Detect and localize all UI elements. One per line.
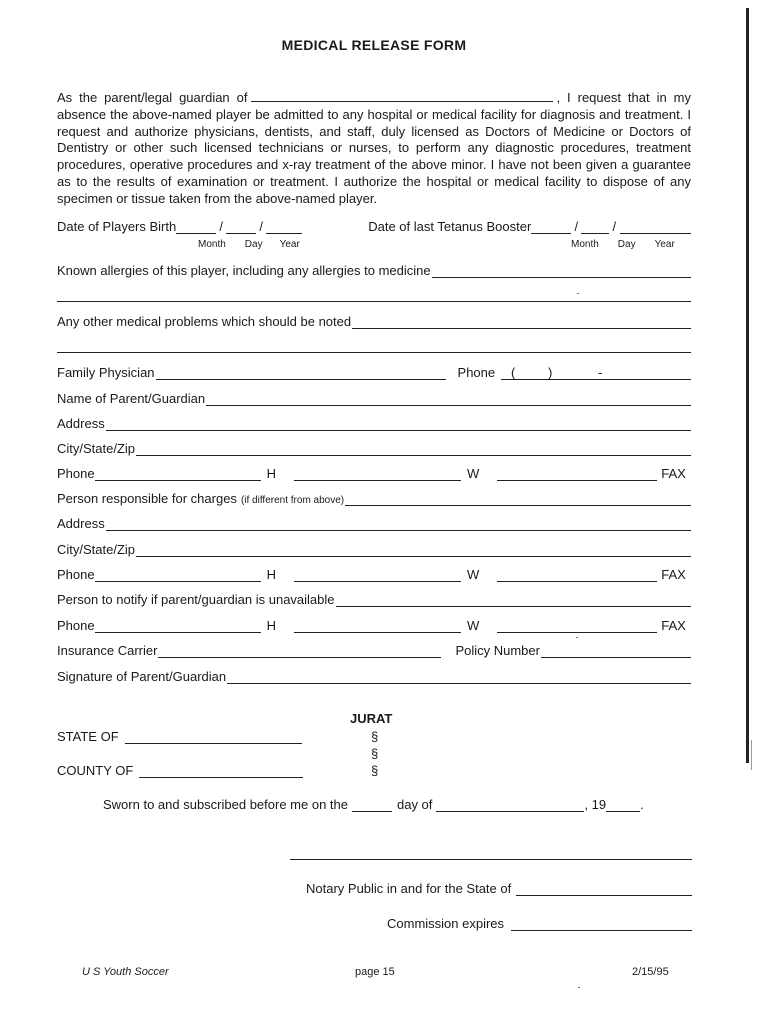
- sworn-day-field[interactable]: [352, 799, 392, 812]
- responsible-address-row: [57, 516, 691, 531]
- sworn-period: .: [640, 797, 644, 812]
- phone-home-field[interactable]: [95, 468, 261, 481]
- tetanus-day-sublabel: Day: [617, 239, 636, 250]
- physician-label: Family Physician: [57, 365, 155, 380]
- tetanus-date-label: Date of last Tetanus Booster: [368, 219, 532, 234]
- responsible-phone-h-label: H: [266, 567, 276, 582]
- scan-speck-1: [577, 293, 579, 294]
- commission-label: Commission expires: [387, 916, 505, 931]
- commission-field[interactable]: [511, 918, 692, 931]
- address-row: [57, 416, 691, 431]
- parent-name-field[interactable]: [206, 393, 691, 406]
- responsible-phone-home-field[interactable]: [95, 569, 261, 582]
- county-row: [57, 763, 317, 778]
- tetanus-date-sublabels: [571, 239, 675, 250]
- insurance-row: [57, 643, 691, 658]
- year-prefix: , 19: [584, 797, 607, 812]
- responsible-address-label: Address: [57, 516, 105, 531]
- phone-w-label: W: [466, 466, 480, 481]
- city-label: City/State/Zip: [57, 441, 136, 456]
- birth-day-sublabel: Day: [244, 239, 263, 250]
- notify-phone-h-label: H: [266, 618, 276, 633]
- notify-phone-w-label: W: [466, 618, 480, 633]
- section-symbol-1: §: [371, 729, 379, 744]
- scan-edge-faint: [751, 740, 752, 770]
- sworn-year-field[interactable]: [606, 799, 640, 812]
- footer-date: 2/15/95: [632, 966, 669, 978]
- state-label: STATE OF: [57, 729, 119, 744]
- birth-date-sublabels: [198, 239, 300, 250]
- tetanus-slash-1: /: [574, 219, 579, 234]
- address-label: Address: [57, 416, 105, 431]
- phone-fax-field[interactable]: [497, 468, 657, 481]
- parent-name-label: Name of Parent/Guardian: [57, 391, 206, 406]
- sworn-label: Sworn to and subscribed before me on the: [103, 797, 348, 812]
- responsible-city-field[interactable]: [136, 544, 691, 557]
- physician-phone-label: Phone: [457, 365, 496, 380]
- intro-paragraph: [57, 90, 691, 208]
- section-symbol-3: §: [371, 763, 379, 778]
- notify-label: Person to notify if parent/guardian is unavailable: [57, 592, 335, 607]
- notify-phone-fax-label: FAX: [661, 618, 686, 633]
- medical-problems-field-2[interactable]: [57, 352, 691, 353]
- birth-day-field[interactable]: [226, 221, 256, 234]
- notify-phone-fax-field[interactable]: [497, 620, 657, 633]
- state-row: [57, 729, 317, 744]
- responsible-city-label: City/State/Zip: [57, 542, 136, 557]
- tetanus-month-sublabel: Month: [571, 239, 599, 250]
- phone-open-paren: (: [511, 365, 516, 380]
- scan-edge: [746, 8, 749, 763]
- medical-problems-field[interactable]: [352, 316, 691, 329]
- notify-phone-row: [57, 618, 691, 633]
- phone-work-field[interactable]: [294, 468, 461, 481]
- tetanus-slash-2: /: [612, 219, 617, 234]
- footer-organization: U S Youth Soccer: [82, 966, 169, 978]
- responsible-phone-w-label: W: [466, 567, 480, 582]
- birth-month-field[interactable]: [176, 221, 216, 234]
- tetanus-day-field[interactable]: [581, 221, 609, 234]
- form-title: MEDICAL RELEASE FORM: [281, 37, 467, 53]
- physician-row: [57, 365, 691, 380]
- sworn-month-field[interactable]: [436, 799, 584, 812]
- notify-field[interactable]: [336, 594, 691, 607]
- medical-problems-row: [57, 314, 691, 329]
- responsible-note: (if different from above): [240, 495, 345, 506]
- notify-row: [57, 592, 691, 607]
- address-field[interactable]: [106, 418, 691, 431]
- notary-row: [306, 881, 692, 896]
- commission-row: [387, 916, 692, 931]
- notary-signature-field[interactable]: [290, 859, 692, 860]
- allergies-label: Known allergies of this player, including any allergies to medicine: [57, 263, 431, 278]
- insurance-field[interactable]: [158, 645, 441, 658]
- parent-name-row: [57, 391, 691, 406]
- responsible-phone-work-field[interactable]: [294, 569, 461, 582]
- responsible-label: Person responsible for charges: [57, 491, 237, 506]
- scan-speck-2: [576, 637, 578, 638]
- section-symbol-2: §: [371, 746, 379, 761]
- tetanus-year-field[interactable]: [620, 221, 691, 234]
- state-field[interactable]: [125, 731, 302, 744]
- responsible-row: [57, 491, 691, 506]
- notary-label: Notary Public in and for the State of: [306, 881, 512, 896]
- notify-phone-work-field[interactable]: [294, 620, 461, 633]
- responsible-address-field[interactable]: [106, 518, 691, 531]
- jurat-title: JURAT: [350, 711, 393, 726]
- birth-slash-1: /: [219, 219, 224, 234]
- birth-year-sublabel: Year: [279, 239, 300, 250]
- city-row: [57, 441, 691, 456]
- physician-phone-field[interactable]: [501, 367, 691, 380]
- responsible-phone-fax-label: FAX: [661, 567, 686, 582]
- birth-year-field[interactable]: [266, 221, 302, 234]
- notary-state-field[interactable]: [516, 883, 692, 896]
- phone-fax-label: FAX: [661, 466, 686, 481]
- intro-before-blank: As the parent/legal guardian of: [57, 90, 248, 105]
- phone-h-label: H: [266, 466, 276, 481]
- allergies-row: [57, 263, 691, 278]
- responsible-phone-row: [57, 567, 691, 582]
- signature-label: Signature of Parent/Guardian: [57, 669, 227, 684]
- allergies-field-2[interactable]: [57, 301, 691, 302]
- birth-slash-2: /: [259, 219, 264, 234]
- sworn-row: [103, 797, 691, 812]
- footer-page-number: page 15: [355, 966, 395, 978]
- allergies-field[interactable]: [432, 265, 691, 278]
- city-field[interactable]: [136, 443, 691, 456]
- county-label: COUNTY OF: [57, 763, 134, 778]
- policy-field[interactable]: [541, 645, 691, 658]
- signature-row: [57, 669, 691, 684]
- signature-field[interactable]: [227, 671, 691, 684]
- responsible-city-row: [57, 542, 691, 557]
- tetanus-month-field[interactable]: [531, 221, 571, 234]
- policy-label: Policy Number: [455, 643, 540, 658]
- scan-speck-3: [578, 987, 580, 988]
- phone-dash: -: [598, 365, 603, 380]
- date-row: [57, 219, 691, 234]
- tetanus-year-sublabel: Year: [654, 239, 675, 250]
- notify-phone-label: Phone: [57, 618, 95, 633]
- phone-label: Phone: [57, 466, 95, 481]
- guardian-of-blank[interactable]: [251, 90, 553, 102]
- phone-close-paren: ): [548, 365, 553, 380]
- birth-date-label: Date of Players Birth: [57, 219, 177, 234]
- responsible-phone-label: Phone: [57, 567, 95, 582]
- responsible-field[interactable]: [345, 493, 691, 506]
- medical-problems-label: Any other medical problems which should be noted: [57, 314, 352, 329]
- county-field[interactable]: [139, 765, 303, 778]
- physician-field[interactable]: [156, 367, 446, 380]
- day-of-label: day of: [396, 797, 433, 812]
- phone-row: [57, 466, 691, 481]
- insurance-label: Insurance Carrier: [57, 643, 158, 658]
- intro-after-blank: , I request that in my absence the above-named player be admitted to any hospital or medical facility for diagnosis and treatment. I request and authorize physicians, dentists, and staff, duly licensed as Doctors of Medicine or Doctors of Dentistry or other such licensed technicians or nurses, to perform any diagnostic procedures, treatment procedures, operative procedures and x-ray treatment of the above minor. I have not been given a guarantee as to the results of examination or treatment. I authorize the hospital or medical facility to dispose of any specimen or tissue taken from the above-named player.: [57, 90, 691, 206]
- birth-month-sublabel: Month: [198, 239, 226, 250]
- responsible-phone-fax-field[interactable]: [497, 569, 657, 582]
- notify-phone-home-field[interactable]: [95, 620, 261, 633]
